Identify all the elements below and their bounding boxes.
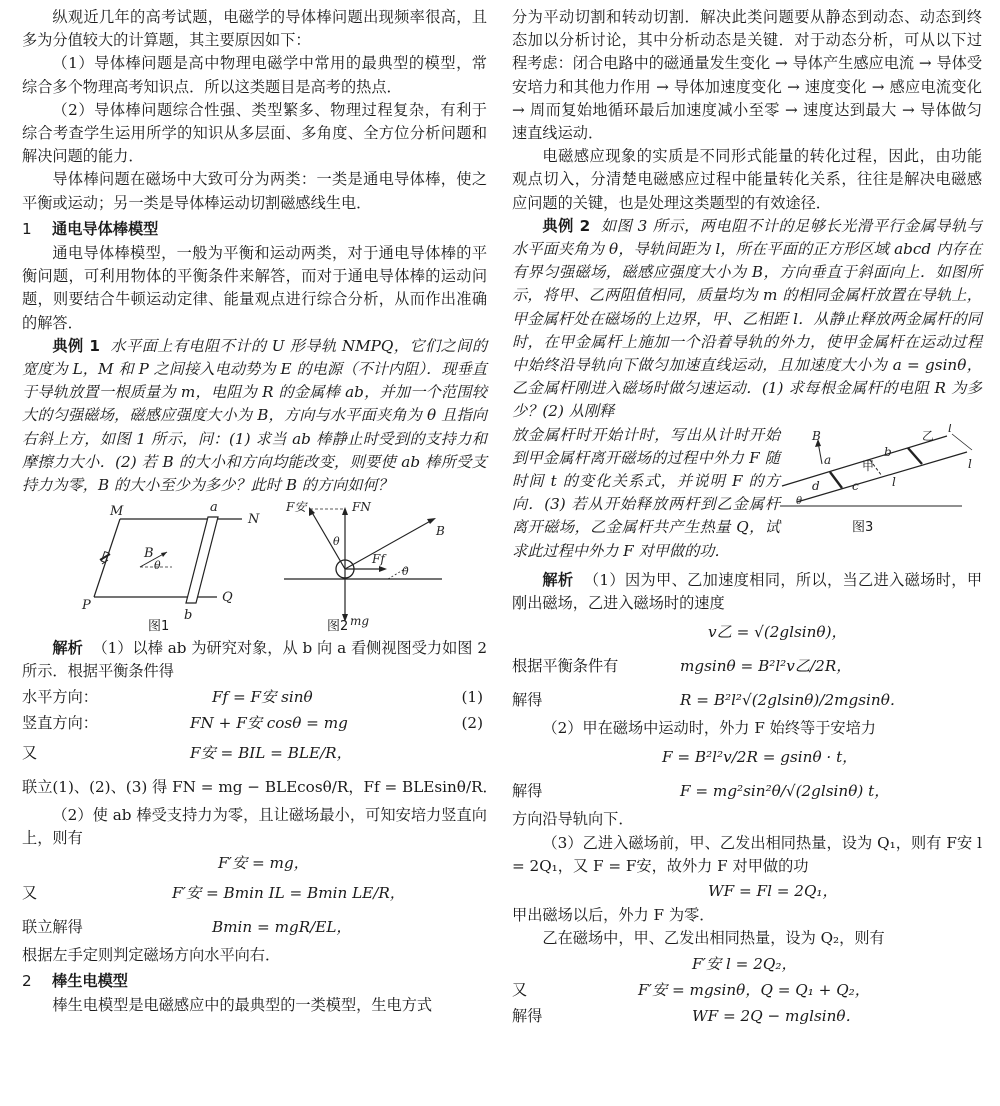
fig2-label-Fan: F安 [286, 500, 307, 515]
intro-paragraph-3: （2）导体棒问题综合性强、类型繁多、物理过程复杂，有利于综合考查学生运用所学的知识从多层面、多角度、全方位分析问题和解决问题的能力． [22, 100, 487, 166]
fig2-label-theta-2: θ [402, 565, 409, 579]
equation-expression: WF = 2Q − mglsinθ． [692, 1006, 861, 1025]
section-2-number: 2 [22, 972, 32, 991]
fig3-label-l1: l [948, 423, 952, 435]
equation-balance [512, 649, 982, 683]
equation-expression: R = B²l²√(2glsinθ)/2mgsinθ． [680, 691, 906, 710]
fig1-label-a: a [210, 500, 218, 516]
right-paragraph-2: 电磁感应现象的实质是不同形式能量的转化过程，因此，由功能观点切入，分清楚电磁感应过程中能量转化关系，往往是解决电磁感应问题的关键，也是处理这类题型的有效途径． [512, 147, 982, 212]
solution-1 [22, 637, 487, 683]
section-2-text: 棒生电模型是电磁感应中的最典型的一类模型，生电方式 [52, 996, 433, 1015]
fig3-label-l2: l [892, 474, 896, 489]
fig2-label-mg: mg [350, 614, 370, 629]
equation-label: 竖直方向： [22, 713, 98, 732]
intro-paragraph-1: 纵观近几年的高考试题，电磁学的导体棒问题出现频率很高，且多为分值较大的计算题，其主要原因如下： [22, 8, 487, 50]
solution-1-text: （1）以棒 ab 为研究对象，从 b 向 a 看侧视图受力如图 2 所示．根据平衡条件得 [22, 639, 487, 681]
equation-resistance [512, 683, 982, 717]
equation-4 [22, 770, 498, 804]
equation-label: 又 [22, 884, 38, 903]
equation-expression: WF = Fl = 2Q₁， [708, 882, 838, 901]
equation-expression: FN + F安 cosθ = mg [190, 713, 348, 732]
solution-1-label: 解析 [52, 639, 83, 658]
fig2-label-B: B [436, 524, 445, 539]
example-2-text-b: 放金属杆时开始计时，写出从计时开始到甲金属杆离开磁场的过程中外力 F 随时间 t 的变化关系式，并说明 F 的方向．(3) 若从开始释放两杆到乙金属杆离开磁场，乙金属杆共产生热量 Q，试求此过程中外力 F 对甲做的功． [512, 425, 780, 560]
solution-2-label: 解析 [542, 570, 574, 589]
equation-number: (2) [461, 713, 483, 732]
section-2-heading [22, 970, 487, 993]
fig2-label-Ff: Ff [372, 552, 385, 567]
solution-2-text: （2）使 ab 棒受支持力为零，且让磁场最小，可知安培力竖直向上，则有 [22, 805, 487, 847]
example-1-text: 水平面上有电阻不计的 U 形导轨 NMPQ，它们之间的宽度为 L，M 和 P 之间接入电动势为 E 的电源（不计内阻）．现垂直于导轨放置一根质量为 m，电阻为 R 的金属棒 ab，并加一个范围较大的匀强磁场，磁感应强度大小为 B，方向与水平面夹角为 θ 且指向右斜上方，如图 1 所示，问：(1) 求当 ab 棒静止时受到的支持力和摩擦力大小．(2) 若 B 的大小和方向均能改变，则要使 ab 棒所受支持力为零，B 的大小至少为多少？此时 B 的方向如何？ [22, 336, 488, 495]
equation-expression: F = B²l²v/2R = gsinθ · t， [662, 748, 858, 767]
fig3-label-yi: 乙 [922, 428, 935, 443]
fig1-label-b: b [184, 608, 193, 624]
fig1-label-N: N [248, 512, 260, 528]
example-1-label: 典例 1 [52, 336, 100, 355]
figure-3 [772, 424, 982, 534]
figure-3-drawing [772, 424, 982, 516]
fig3-label-theta: θ [796, 495, 803, 507]
equation-velocity [512, 615, 982, 649]
section-2-title: 棒生电模型 [52, 972, 128, 991]
equation-force-1 [512, 740, 982, 774]
example-2 [512, 215, 982, 424]
section-1-heading [22, 218, 487, 241]
figure-2-caption: 图2 [327, 619, 349, 635]
equation-heat-sum [512, 977, 982, 1003]
solution-2-part3: （3）乙进入磁场前，甲、乙发出相同热量，设为 Q₁，则有 F安 l = 2Q₁，又 F = F安，故外力 F 对甲做的功 [512, 833, 982, 875]
equation-expression: v乙 = √(2glsinθ)， [708, 623, 847, 642]
section-1-title: 通电导体棒模型 [52, 219, 159, 238]
equation-number: (1) [461, 687, 483, 706]
equation-expression: mgsinθ = B²l²v乙/2R， [680, 657, 852, 676]
solution-end: 根据左手定则判定磁场方向水平向右． [22, 946, 281, 965]
equation-label: 解得 [512, 782, 543, 801]
fig1-label-Q: Q [222, 590, 233, 606]
equation-label: 又 [512, 980, 528, 999]
equation-work-2 [512, 1003, 982, 1029]
example-1 [22, 335, 487, 497]
right-paragraph-1: 分为平动切割和转动切割．解决此类问题要从静态到动态、动态到终态加以分析讨论，其中分析动态是关键．对于动态分析，可从以下过程考虑：闭合电路中的磁通量发生变化 → 导体产生感应电流 → 导体受安培力和其他力作用 → 导体加速度变化 → 速度变化 → 感应电流变化 → 周而复始地循环最后加速度减小至零 → 速度达到最大 → 导体做匀速直线运动． [512, 8, 983, 143]
section-1-text: 通电导体棒模型，一般为平衡和运动两类，对于通电导体棒的平衡问题，可利用物体的平衡条件来解答，而对于通电导体棒的运动问题，则要结合牛顿运动定律、能量观点进行综合分析，从而作出准确的解答． [22, 244, 487, 332]
fig3-label-b: b [884, 444, 892, 459]
equation-force-2 [512, 774, 982, 808]
figure-3-caption: 图3 [852, 519, 874, 535]
fig2-label-FN: FN [352, 500, 371, 515]
equation-horizontal [22, 684, 487, 710]
fig3-label-B: B [812, 428, 821, 443]
equation-work-1 [512, 878, 982, 904]
equation-label: 解得 [512, 691, 543, 710]
fig1-label-M: M [110, 504, 124, 520]
fig3-label-l3: l [968, 456, 972, 471]
example-2-text-a: 如图 3 所示，两电阻不计的足够长光滑平行金属导轨与水平面夹角为 θ，导轨间距为 l，所在平面的正方形区域 abcd 内存在有界匀强磁场，磁感应强度大小为 B，方向垂直于斜面向上．如图所示，将甲、乙两阻值相同，质量均为 m 的相同金属杆放置在导轨上，甲金属杆处在磁场的上边界，甲、乙相距 l．从静止释放两金属杆的同时，在甲金属杆上施加一个沿着导轨的外力，使甲金属杆在运动过程中始终沿导轨向下做匀加速直线运动，且加速度大小为 a = gsinθ，乙金属杆刚进入磁场时做匀速运动．(1) 求每根金属杆的电阻 R 为多少？(2) 从刚释 [512, 216, 982, 421]
equation-label: 联立解得 [22, 918, 83, 937]
solution-2 [512, 569, 982, 615]
figure-1 [81, 500, 260, 623]
fig1-label-theta: θ [154, 559, 161, 573]
equation-label: 根据平衡条件有 [512, 657, 619, 676]
solution-2-part3c: 乙在磁场中，甲、乙发出相同热量，设为 Q₂，则有 [542, 929, 885, 948]
intro-paragraph-4: 导体棒问题在磁场中大致可分为两类：一类是通电导体棒，使之平衡或运动；另一类是导体棒运动切割磁感线生电． [22, 170, 487, 212]
figure-2 [284, 500, 445, 628]
figures-1-2 [22, 497, 487, 637]
example-2-wrap [512, 424, 982, 563]
fig3-label-d: d [812, 478, 820, 493]
equation-heat-2 [512, 951, 982, 977]
section-1-number: 1 [22, 219, 32, 238]
intro-paragraph-2: （1）导体棒问题是高中物理电磁学中常用的最典型的模型，常综合多个物理高考知识点．所以这类题目是高考的热点． [22, 54, 487, 96]
figure-1-caption: 图1 [148, 619, 170, 635]
solution-2-part1: （1）因为甲、乙加速度相同，所以，当乙进入磁场时，甲刚出磁场，乙进入磁场时的速度 [512, 570, 983, 613]
example-2-label: 典例 2 [542, 216, 591, 235]
equation-expression: F′安 = mgsinθ，Q = Q₁ + Q₂， [638, 980, 870, 999]
equation-expression: F安 = BIL = BLE/R， [190, 743, 352, 762]
figure-1-2-drawing [22, 497, 487, 637]
left-column [22, 6, 498, 1018]
equation-expression: Bmin = mgR/EL， [212, 918, 352, 937]
fig1-label-P: P [82, 598, 91, 614]
equation-expression: F′安 = mg， [218, 854, 309, 873]
equation-7 [22, 910, 487, 944]
fig3-label-jia: 甲 [862, 458, 875, 473]
solution-2-direction: 方向沿导轨向下． [512, 810, 634, 829]
right-column [512, 6, 982, 1029]
equation-expression: 联立(1)、(2)、(3) 得 FN = mg − BLEcosθ/R，Ff = BLEsinθ/R． [22, 777, 498, 796]
fig3-label-a: a [824, 452, 832, 467]
equation-expression: F′安 l = 2Q₂， [692, 954, 797, 973]
equation-label: 解得 [512, 1006, 543, 1025]
equation-6 [22, 876, 487, 910]
equation-expression: F′安 = Bmin IL = Bmin LE/R， [172, 884, 405, 903]
equation-label: 水平方向： [22, 687, 98, 706]
equation-vertical [22, 710, 487, 736]
equation-label: 又 [22, 743, 38, 762]
solution-2-part3b: 甲出磁场以后，外力 F 为零． [512, 906, 715, 925]
fig2-label-theta-1: θ [333, 535, 340, 549]
fig3-label-c: c [852, 478, 859, 493]
solution-2-part2: （2）甲在磁场中运动时，外力 F 始终等于安培力 [542, 719, 876, 738]
fig1-label-B: B [144, 546, 154, 562]
equation-expression: F = mg²sin²θ/√(2glsinθ) t， [680, 782, 890, 801]
equation-5 [22, 850, 487, 876]
equation-expression: Ff = F安 sinθ [212, 687, 313, 706]
equation-3 [22, 736, 487, 770]
